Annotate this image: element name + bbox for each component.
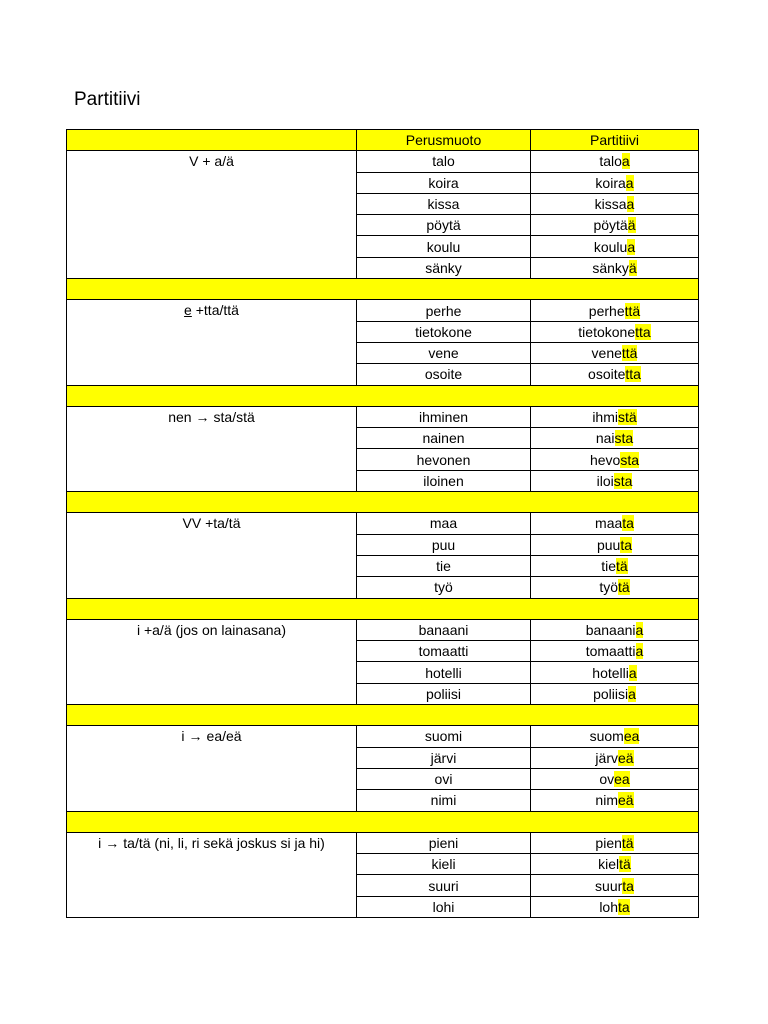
rule-text: V + a/ä [189,153,234,170]
partitive-cell [531,428,699,449]
base-form-cell: pöytä [357,215,531,236]
partitive-stem: osoite [588,366,626,383]
partitive-stem: perhe [588,302,625,319]
partitive-stem: tomaatti [585,643,636,660]
base-form-cell: banaani [357,619,531,640]
rule-text: i [181,728,185,745]
partitive-cell [531,449,699,470]
separator-cell [67,385,699,406]
partitive-stem: koira [595,174,626,191]
base-form-cell: ovi [357,768,531,789]
header-row [67,130,699,151]
partitive-ending: tta [635,323,651,340]
table-row [67,513,699,534]
right-arrow-icon: → [188,728,203,745]
base-form-cell: hotelli [357,662,531,683]
partitive-cell [531,513,699,534]
partitive-stem: vene [591,345,622,362]
partitive-cell [531,193,699,214]
rule-cell [67,151,357,279]
partitive-cell [531,875,699,896]
partitive-stem: hotelli [592,664,629,681]
partitive-ending: ea [623,728,640,745]
partitive-ending: ta [620,536,633,553]
rule-cell [67,832,357,917]
partitive-ending: tä [618,579,630,596]
partitive-cell [531,832,699,853]
rule-text: +tta/ttä [191,302,239,319]
base-form-cell: pieni [357,832,531,853]
partitive-stem: kissa [594,196,627,213]
partitive-stem: suom [589,728,624,745]
partitive-stem: loh [599,898,618,915]
partitive-cell [531,747,699,768]
partitive-cell [531,854,699,875]
partitive-ending: ttä [624,302,641,319]
partitive-cell [531,555,699,576]
partitive-cell [531,790,699,811]
group-separator-row [67,811,699,832]
base-form-cell: sänky [357,257,531,278]
base-form-cell: koira [357,172,531,193]
group-separator-row [67,279,699,300]
partitive-stem: ihmi [592,409,618,425]
partitive-stem: talo [599,153,622,170]
partitive-ending: tä [621,834,634,851]
base-form-cell: iloinen [357,470,531,491]
partitive-cell [531,619,699,640]
rule-text-underlined: e [184,302,192,319]
base-form-cell: perhe [357,300,531,321]
right-arrow-icon: → [105,834,120,851]
partitive-ending: eä [617,792,634,809]
partitive-stem: koulu [593,238,628,255]
partitive-ending: a [626,196,635,213]
partitive-cell [531,896,699,917]
partitive-ending: tä [616,558,628,575]
partitive-stem: tietokone [578,323,636,340]
partitive-cell [531,342,699,363]
base-form-cell: osoite [357,364,531,385]
partitive-ending: ta [622,877,634,894]
partitive-ending: ta [622,515,634,532]
rule-cell [67,406,357,491]
separator-cell [67,811,699,832]
base-form-cell: suuri [357,875,531,896]
partitive-ending: tä [619,856,631,873]
base-form-cell: järvi [357,747,531,768]
base-form-cell: tie [357,555,531,576]
separator-cell [67,492,699,513]
table-row [67,619,699,640]
base-form-cell: poliisi [357,683,531,704]
separator-cell [67,598,699,619]
separator-cell [67,279,699,300]
partitive-cell [531,151,699,172]
partitive-ending: eä [617,749,634,766]
partitive-stem: kiel [598,856,620,873]
partitive-cell [531,300,699,321]
partitive-stem: nai [595,430,615,447]
partitive-ending: a [635,621,644,638]
table-row [67,832,699,853]
base-form-cell: suomi [357,726,531,747]
partitive-ending: ea [614,771,630,788]
base-form-cell: lohi [357,896,531,917]
partitive-stem: järv [595,749,618,766]
rule-text: ea/eä [206,728,242,745]
rule-text: VV +ta/tä [182,515,241,532]
partitive-ending: stä [617,409,637,425]
partitive-stem: tie [601,558,617,575]
partitive-ending: sta [614,430,634,447]
partitive-cell [531,683,699,704]
partitive-ending: ä [627,217,636,234]
base-form-cell: vene [357,342,531,363]
table-row [67,300,699,321]
group-separator-row [67,385,699,406]
base-form-cell: nainen [357,428,531,449]
separator-cell [67,705,699,726]
partitive-cell [531,534,699,555]
base-form-cell: ihminen [357,406,531,427]
partitive-table [66,129,699,918]
rule-text: sta/stä [213,408,255,425]
partitive-cell [531,406,699,427]
rule-cell [67,619,357,704]
partitive-stem: puu [596,536,621,553]
partitive-stem: maa [595,515,623,532]
group-separator-row [67,598,699,619]
base-form-cell: hevonen [357,449,531,470]
partitive-ending: sta [620,451,640,468]
partitive-cell [531,321,699,342]
partitive-ending: sta [613,472,633,489]
table-row [67,151,699,172]
partitive-ending: ta [618,898,630,915]
header-partitive: Partitiivi [531,130,699,151]
partitive-stem: työ [599,579,618,596]
partitive-stem: ov [599,771,615,788]
base-form-cell: talo [357,151,531,172]
partitive-ending: a [625,174,634,191]
group-separator-row [67,492,699,513]
partitive-cell [531,726,699,747]
partitive-ending: a [628,685,636,702]
partitive-cell [531,257,699,278]
partitive-stem: sänky [592,259,629,276]
table-row [67,726,699,747]
partitive-cell [531,641,699,662]
partitive-stem: iloi [596,472,614,489]
rule-cell [67,300,357,385]
partitive-cell [531,768,699,789]
partitive-ending: ttä [621,345,638,362]
partitive-stem: hevo [589,451,621,468]
partitive-ending: a [627,238,636,255]
group-separator-row [67,705,699,726]
rule-text: nen [168,408,192,425]
partitive-cell [531,172,699,193]
rule-text: ta/tä (ni, li, ri sekä joskus si ja hi) [123,834,325,851]
base-form-cell: koulu [357,236,531,257]
page-title: Partitiivi [74,89,141,110]
partitive-stem: nim [595,792,618,809]
base-form-cell: kieli [357,854,531,875]
partitive-cell [531,215,699,236]
rule-text: i [98,834,102,851]
partitive-stem: poliisi [593,685,629,702]
partitive-stem: banaani [585,621,636,638]
partitive-stem: suur [595,877,623,894]
partitive-cell [531,470,699,491]
partitive-ending: a [635,643,644,660]
partitive-ending: a [628,664,637,681]
partitive-cell [531,236,699,257]
base-form-cell: maa [357,513,531,534]
base-form-cell: puu [357,534,531,555]
rule-text: i +a/ä (jos on lainasana) [136,621,287,638]
rule-cell [67,513,357,598]
partitive-ending: a [621,153,630,170]
base-form-cell: työ [357,577,531,598]
right-arrow-icon: → [195,408,210,425]
header-rule [67,130,357,151]
partitive-stem: pien [595,834,622,851]
header-base-form: Perusmuoto [357,130,531,151]
table-row [67,406,699,427]
base-form-cell: kissa [357,193,531,214]
partitive-cell [531,577,699,598]
partitive-stem: pöytä [593,217,628,234]
table-body [67,151,699,918]
base-form-cell: nimi [357,790,531,811]
base-form-cell: tietokone [357,321,531,342]
partitive-cell [531,662,699,683]
rule-cell [67,726,357,811]
base-form-cell: tomaatti [357,641,531,662]
partitive-cell [531,364,699,385]
partitive-ending: ä [628,259,637,276]
partitive-ending: tta [625,366,641,383]
